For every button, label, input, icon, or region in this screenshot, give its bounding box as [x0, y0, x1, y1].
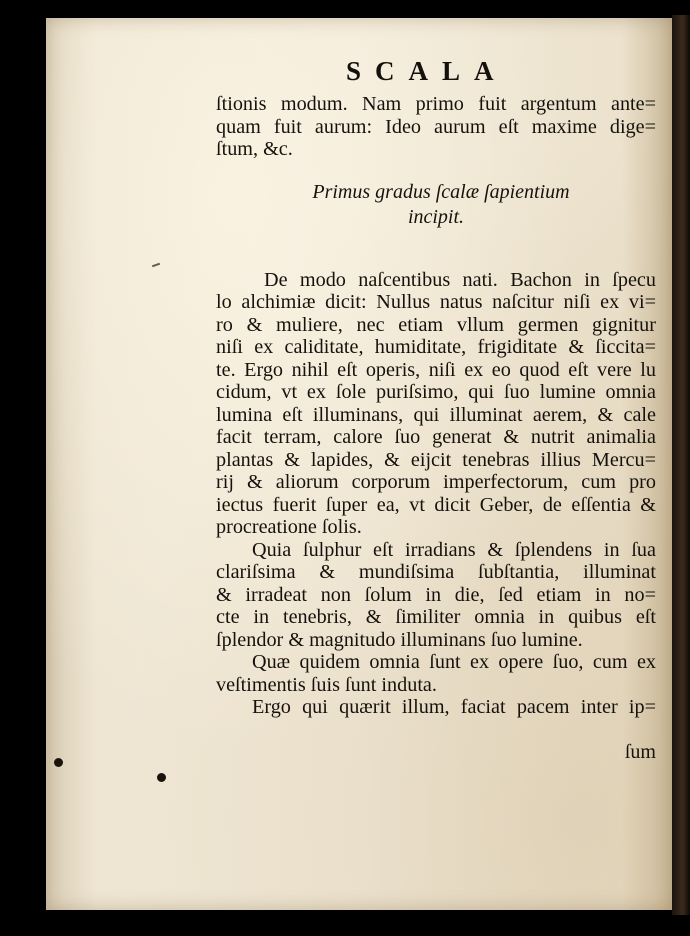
paragraph-line: Quia ſulphur eſt irradians & ſplendens in ſua — [252, 538, 656, 561]
book-edge — [672, 15, 690, 915]
paragraph-line: clariſsima & mundiſsima ſubſtantia, illuminat — [216, 561, 656, 583]
paragraph-line: niſi ex caliditate, humiditate, frigiditate & ſiccita= — [216, 336, 656, 358]
running-head: SCALA — [346, 56, 508, 86]
paragraph-line: rij & aliorum corporum imperfectorum, cum pro — [216, 471, 656, 493]
text-line: quam fuit aurum: Ideo aurum eſt maxime dige= — [216, 115, 656, 138]
paragraph-line: ro & muliere, nec etiam vllum germen gignitur — [216, 313, 656, 336]
paragraph-line: veſtimentis ſuis ſunt induta. — [216, 673, 437, 696]
paragraph-line: ſplendor & magnitudo illuminans ſuo lumine. — [216, 628, 583, 651]
paragraph-line: Quæ quidem omnia ſunt ex opere ſuo, cum ex — [252, 651, 656, 673]
paper-hole — [157, 773, 166, 782]
book-page — [46, 18, 672, 910]
paragraph-line: plantas & lapides, & eijcit tenebras illius Mercu= — [216, 448, 656, 471]
paragraph-line: iectus fuerit ſuper ea, vt dicit Geber, de eſſentia & — [216, 493, 656, 516]
paragraph-line: te. Ergo nihil eſt operis, niſi ex eo quod eſt vere lu — [216, 358, 656, 381]
paragraph-line: cte in tenebris, & ſimiliter omnia in quibus eſt — [216, 606, 656, 628]
section-heading: Primus gradus ſcalæ ſapientium — [312, 180, 570, 203]
paragraph-line: procreatione ſolis. — [216, 516, 362, 538]
paragraph-line: & irradeat non ſolum in die, ſed etiam in no= — [216, 583, 656, 606]
margin-mark — [152, 263, 160, 268]
section-heading-continued: incipit. — [407, 205, 465, 228]
paper-hole — [54, 758, 63, 767]
paragraph-line: Ergo qui quærit illum, faciat pacem inter ip= — [252, 696, 656, 718]
paragraph-line: facit terram, calore ſuo generat & nutrit animalia — [216, 426, 656, 448]
catchword: ſum — [624, 741, 656, 763]
paragraph-line: lo alchimiæ dicit: Nullus natus naſcitur niſi ex vi= — [216, 291, 656, 313]
paragraph-line: lumina eſt illuminans, qui illuminat aerem, & cale — [216, 403, 656, 426]
paragraph-line: cidum, vt ex ſole puriſsimo, qui ſuo lumine omnia — [216, 381, 656, 403]
paragraph-line: De modo naſcentibus nati. Bachon in ſpecu — [264, 268, 656, 291]
text-line: ſtionis modum. Nam primo fuit argentum ante= — [216, 93, 656, 115]
text-line: ſtum, &c. — [216, 138, 293, 160]
text-block — [216, 93, 656, 719]
